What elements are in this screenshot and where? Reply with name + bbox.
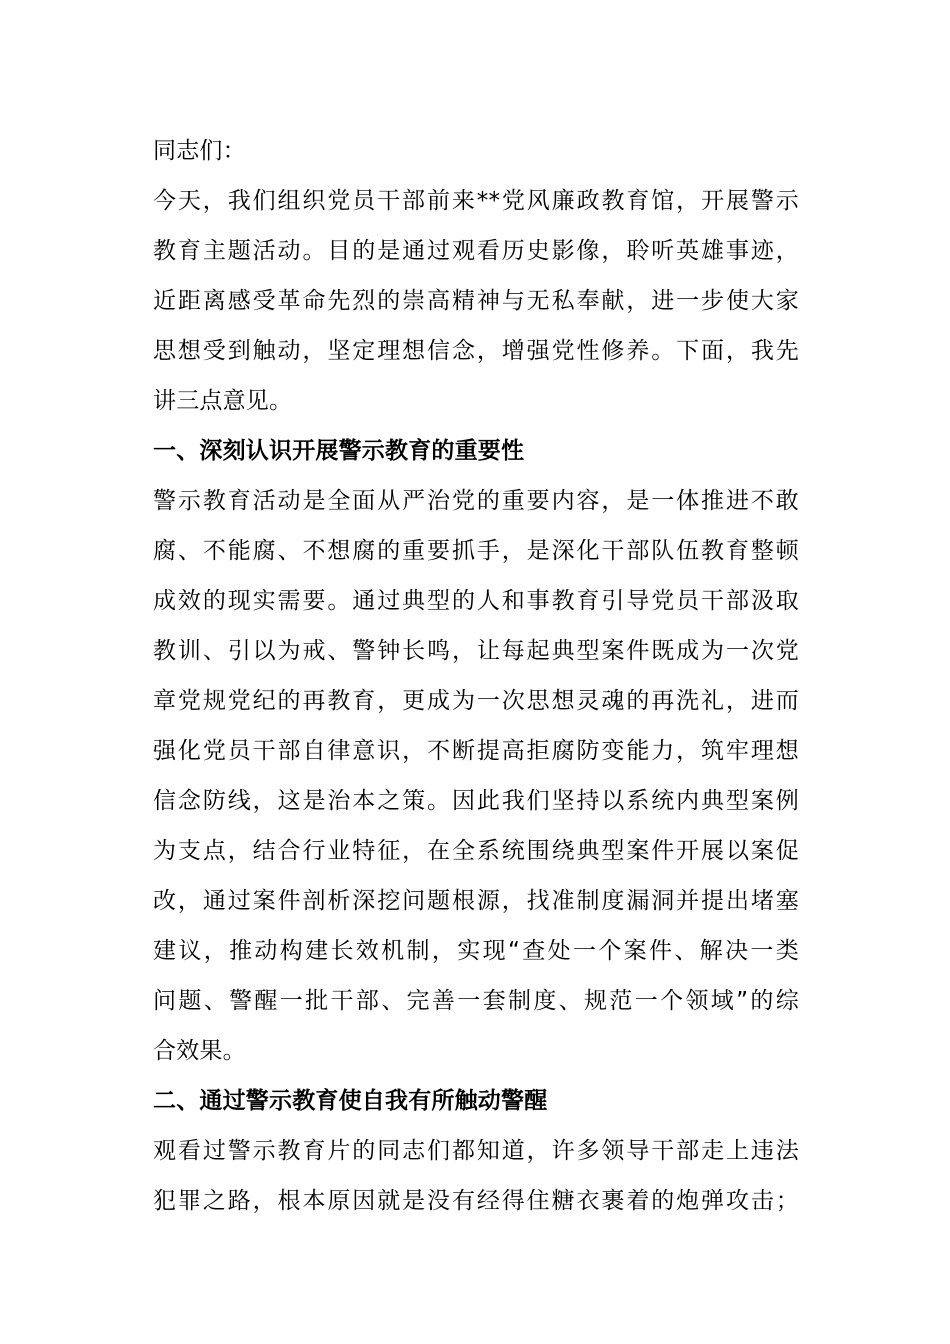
paragraph-intro — [153, 176, 799, 426]
paragraph-line: 问题、警醒一批干部、完善一套制度、规范一个领域”的综 — [153, 988, 799, 1014]
greeting: 同志们： — [153, 138, 246, 164]
paragraph-line: 章党规党纪的再教育，更成为一次思想灵魂的再洗礼，进而 — [153, 688, 799, 714]
paragraph-line: 强化党员干部自律意识，不断提高拒腐防变能力，筑牢理想 — [153, 738, 799, 764]
paragraph-line: 讲三点意见。 — [153, 388, 293, 414]
paragraph-line: 观看过警示教育片的同志们都知道，许多领导干部走上违法 — [153, 1138, 799, 1164]
paragraph-line: 为支点，结合行业特征，在全系统围绕典型案件开展以案促 — [153, 838, 799, 864]
paragraph-line: 建议，推动构建长效机制，实现“查处一个案件、解决一类 — [153, 938, 799, 964]
paragraph-line: 教育主题活动。目的是通过观看历史影像，聆听英雄事迹， — [153, 238, 799, 264]
paragraph-line: 思想受到触动，坚定理想信念，增强党性修养。下面，我先 — [153, 338, 799, 364]
paragraph-line: 犯罪之路，根本原因就是没有经得住糖衣裹着的炮弹攻击； — [153, 1188, 799, 1214]
document-body — [153, 126, 799, 1226]
paragraph-line: 成效的现实需要。通过典型的人和事教育引导党员干部汲取 — [153, 588, 799, 614]
paragraph-line: 合效果。 — [153, 1038, 246, 1064]
paragraph-line: 警示教育活动是全面从严治党的重要内容，是一体推进不敢 — [153, 488, 799, 514]
paragraph-line: 信念防线，这是治本之策。因此我们坚持以系统内典型案例 — [153, 788, 799, 814]
paragraph-line: 改，通过案件剖析深挖问题根源，找准制度漏洞并提出堵塞 — [153, 888, 799, 914]
paragraph-section-1 — [153, 476, 799, 1076]
paragraph-line: 近距离感受革命先烈的崇高精神与无私奉献，进一步使大家 — [153, 288, 799, 314]
paragraph-line: 今天，我们组织党员干部前来**党风廉政教育馆，开展警示 — [153, 188, 799, 214]
section-heading-1: 一、深刻认识开展警示教育的重要性 — [153, 438, 525, 464]
section-heading-2: 二、通过警示教育使自我有所触动警醒 — [153, 1088, 548, 1114]
paragraph-line: 教训、引以为戒、警钟长鸣，让每起典型案件既成为一次党 — [153, 638, 799, 664]
paragraph-section-2 — [153, 1126, 799, 1226]
paragraph-line: 腐、不能腐、不想腐的重要抓手，是深化干部队伍教育整顿 — [153, 538, 799, 564]
